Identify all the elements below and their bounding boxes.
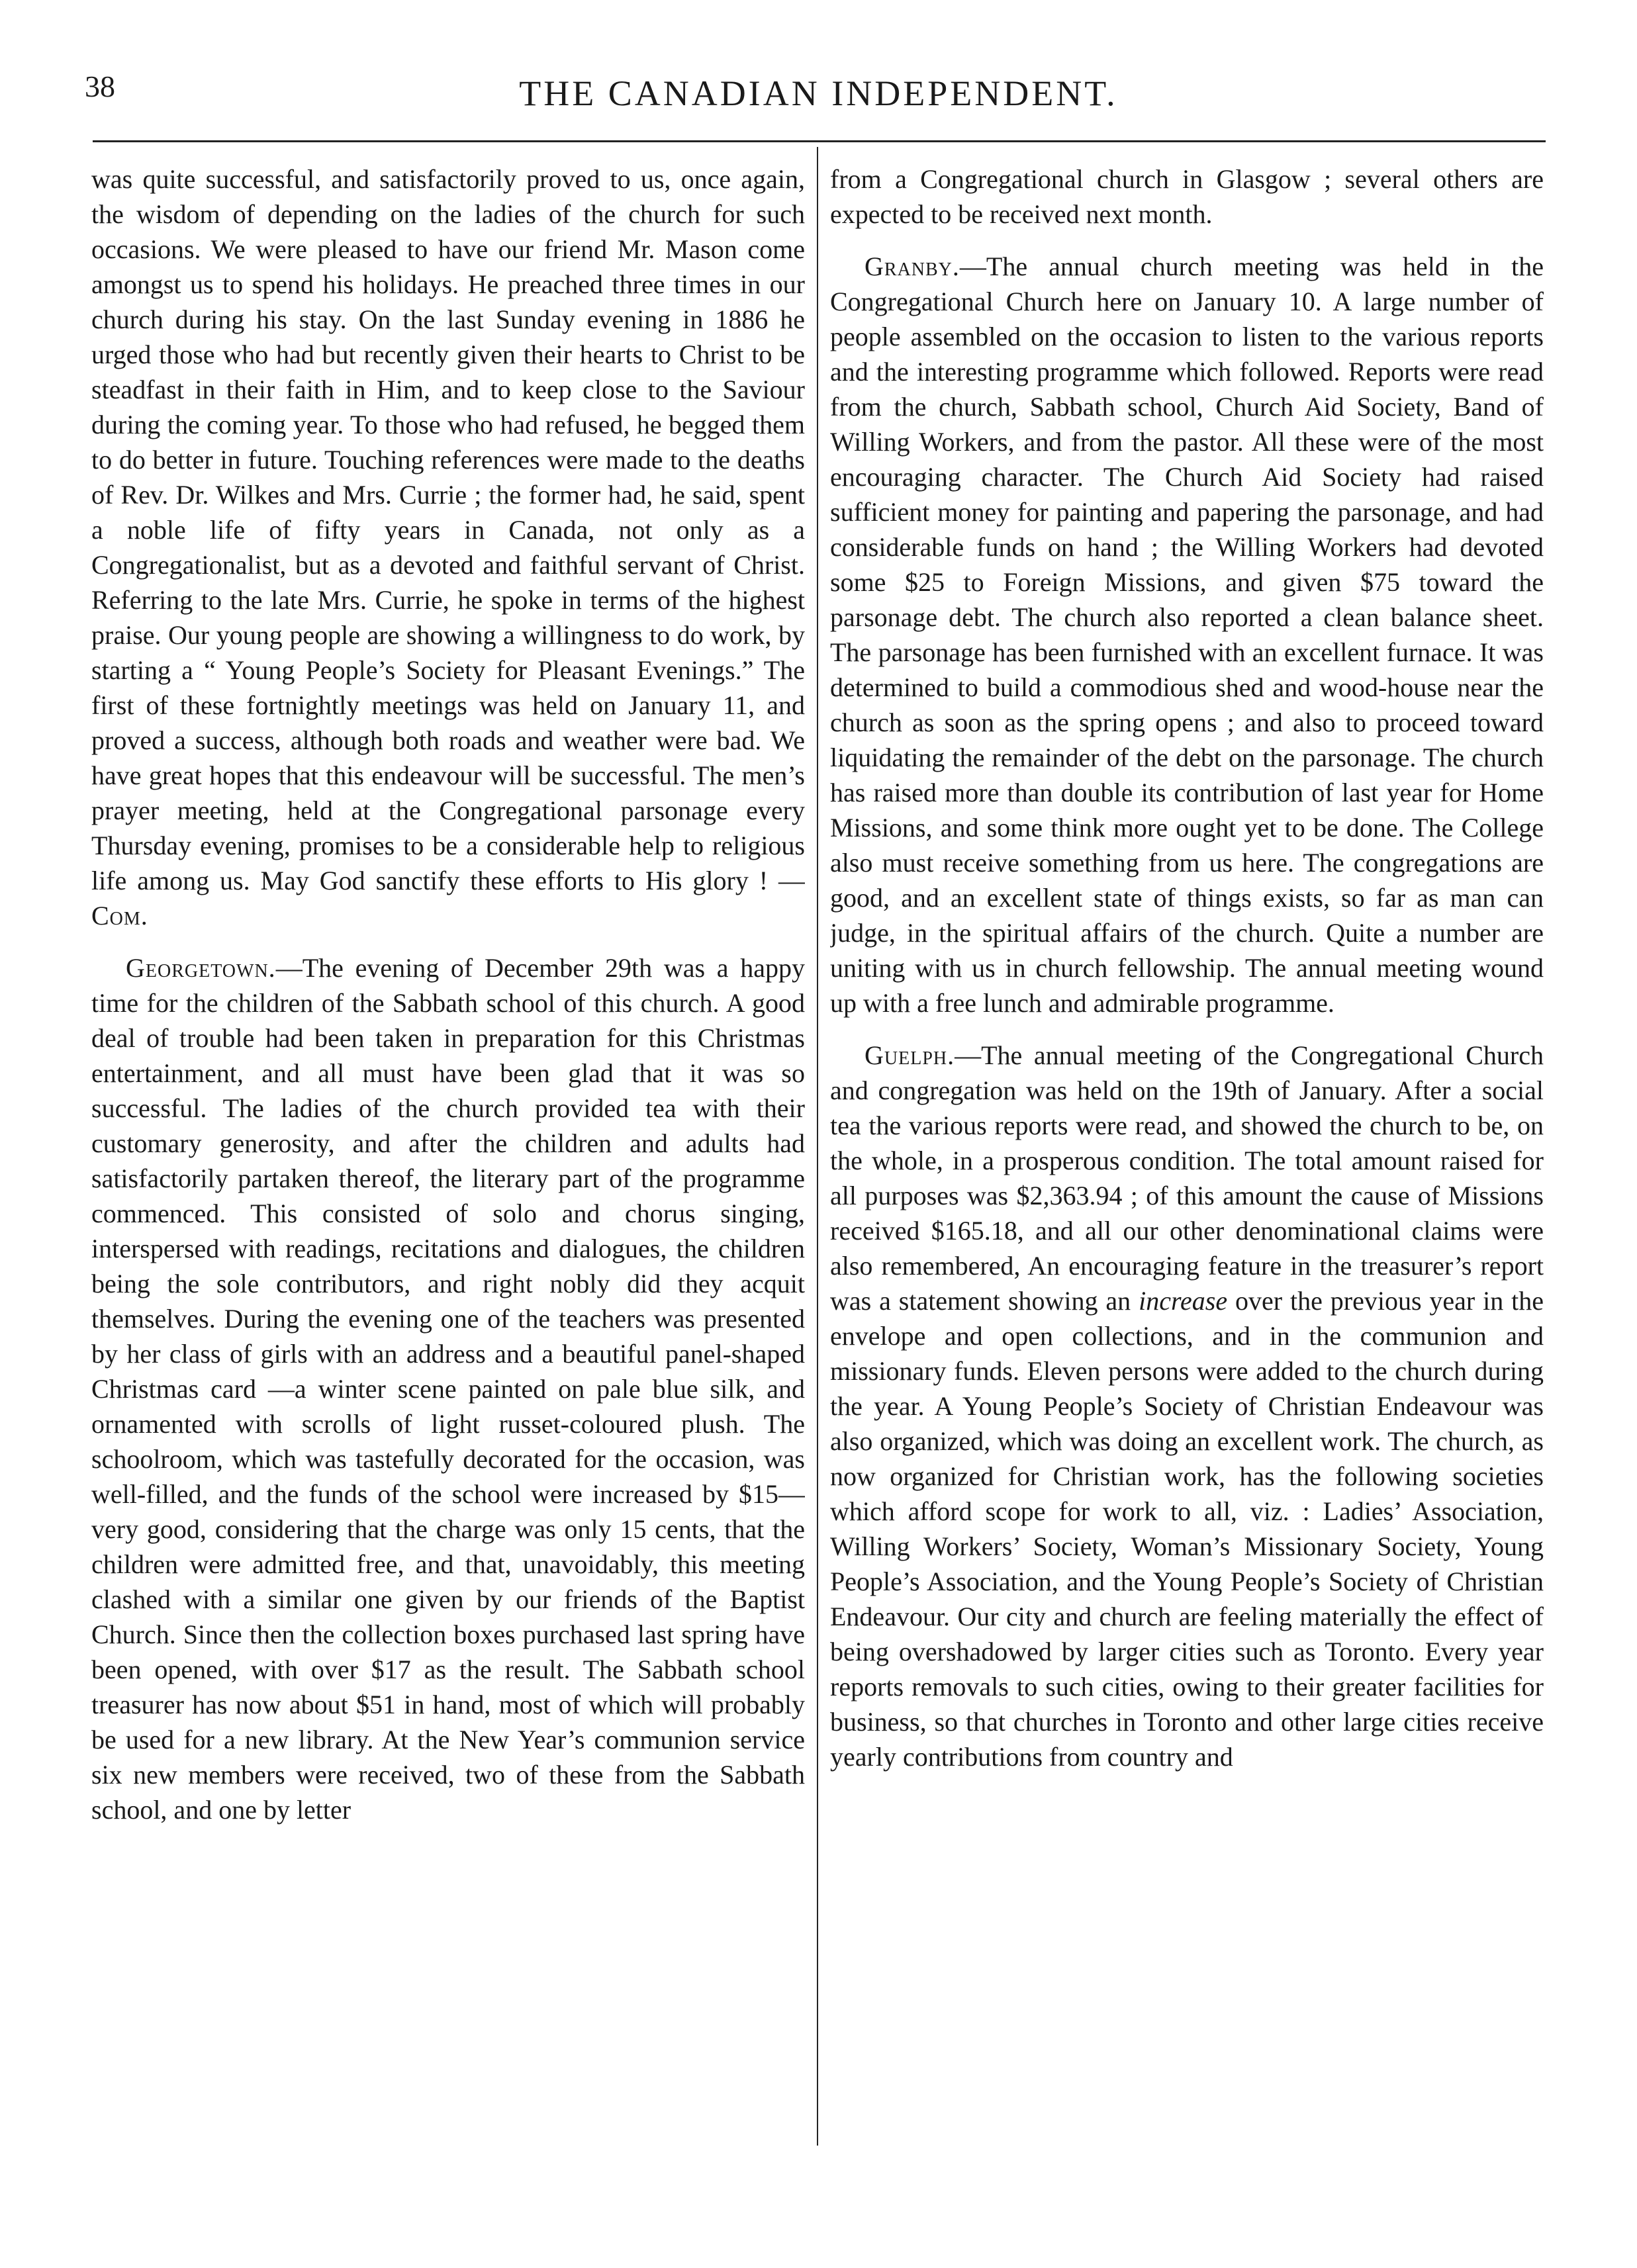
place-heading: Guelph. xyxy=(865,1040,955,1070)
paragraph-continued: was quite successful, and satisfactorily proved to us, once again, the wisdom of depending on the ladies of the church for such occasions. We were pleased to have our friend Mr. Mason come amongst us to spend his holidays. He preached three times in our church during his stay. On the last Sunday evening in 1886 he urged those who had but recently given their hearts to Christ to be steadfast in their faith in Him, and to keep close to the Saviour during the coming year. To those who had refused, he begged them to do better in future. Touching references were made to the deaths of Rev. Dr. Wilkes and Mrs. Currie ; the former had, he said, spent a noble life of fifty years in Canada, not only as a Congregationalist, but as a devoted and faithful servant of Christ. Referring to the late Mrs. Currie, he spoke in terms of the highest praise. Our young people are showing a willingness to do work, by starting a “ Young People’s Society for Pleasant Evenings.” The first of these fortnightly meetings was held on January 11, and proved a success, although both roads and weather were bad. We have great hopes that this endeavour will be successful. The men’s prayer meeting, held at the Congregational parsonage every Thursday evening, promises to be a considerable help to religious life among us. May God sanctify these efforts to His glory ! —Com. xyxy=(91,164,805,930)
running-title: THE CANADIAN INDEPENDENT. xyxy=(519,73,1118,113)
header-rule xyxy=(93,140,1546,142)
left-column xyxy=(91,161,805,2213)
right-column xyxy=(830,161,1544,2213)
signature: Com. xyxy=(91,901,148,930)
place-heading: Georgetown. xyxy=(126,953,276,983)
paragraph-continued-right: from a Congregational church in Glasgow ; several others are expected to be received next month. xyxy=(830,164,1544,229)
paragraph-guelph: Guelph.—The annual meeting of the Congregational Church and congregation was held on the 19th of January. After a social tea the various reports were read, and showed the church to be, on the whole, in a prosperous condition. The total amount raised for all purposes was $2,363.94 ; of this amount the cause of Missions received $165.18, and all our other denominational claims were also remembered, An encouraging feature in the treasurer’s report was a statement showing an increase over the previous year in the envelope and open collections, and in the communion and missionary funds. Eleven persons were added to the church during the year. A Young People’s Society of Christian Endeavour was also organized, which was doing an excellent work. The church, as now organized for Christian work, has the following societies which afford scope for work to all, viz. : Ladies’ Association, Willing Workers’ Society, Woman’s Missionary Society, Young People’s Association, and the Young People’s Society of Christian Endeavour. Our city and church are feeling materially the effect of being overshadowed by larger cities such as Toronto. Every year reports removals to such cities, owing to their greater facilities for business, so that churches in Toronto and other large cities receive yearly contributions from country and xyxy=(830,1040,1544,1772)
column-divider xyxy=(817,147,818,2146)
paragraph-granby: Granby.—The annual church meeting was held in the Congregational Church here on January 10. A large number of people assembled on the occasion to listen to the various reports and the interesting programme which followed. Reports were read from the church, Sabbath school, Church Aid Society, Band of Willing Workers, and from the pastor. All these were of the most encouraging character. The Church Aid Society had raised sufficient money for painting and papering the parsonage, and had considerable funds on hand ; the Willing Workers had devoted some $25 to Foreign Missions, and given $75 toward the parsonage debt. The church also reported a clean balance sheet. The parsonage has been furnished with an excellent furnace. It was determined to build a commodious shed and wood-house near the church as soon as the spring opens ; and also to proceed toward liquidating the remainder of the debt on the parsonage. The church has raised more than double its contribution of last year for Home Missions, and some think more ought yet to be done. The College also must receive something from us here. The congregations are good, and an excellent state of things exists, so far as man can judge, in the spiritual affairs of the church. Quite a number are uniting with us in church fellowship. The annual meeting wound up with a free lunch and admirable programme. xyxy=(830,251,1544,1018)
page-header xyxy=(0,0,1637,132)
emphasis: increase xyxy=(1139,1286,1228,1316)
paragraph-georgetown: Georgetown.—The evening of December 29th was a happy time for the children of the Sabbath school of this church. A good deal of trouble had been taken in preparation for this Christmas entertainment, and all must have been glad that it was so successful. The ladies of the church provided tea with their customary generosity, and after the children and adults had satisfactorily partaken thereof, the literary part of the programme commenced. This consisted of solo and chorus singing, interspersed with readings, recitations and dialogues, the children being the sole contributors, and right nobly did they acquit themselves. During the evening one of the teachers was presented by her class of girls with an address and a beautiful panel-shaped Christmas card —a winter scene painted on pale blue silk, and ornamented with scrolls of light russet-coloured plush. The schoolroom, which was tastefully decorated for the occasion, was well-filled, and the funds of the school were increased by $15—very good, considering that the charge was only 15 cents, that the children were admitted free, and that, unavoidably, this meeting clashed with a similar one given by our friends of the Baptist Church. Since then the collection boxes purchased last spring have been opened, with over $17 as the result. The Sabbath school treasurer has now about $51 in hand, most of which will probably be used for a new library. At the New Year’s communion service six new members were received, two of these from the Sabbath school, and one by letter xyxy=(91,953,805,1825)
place-heading: Granby. xyxy=(865,251,960,281)
page-number: 38 xyxy=(85,69,115,103)
